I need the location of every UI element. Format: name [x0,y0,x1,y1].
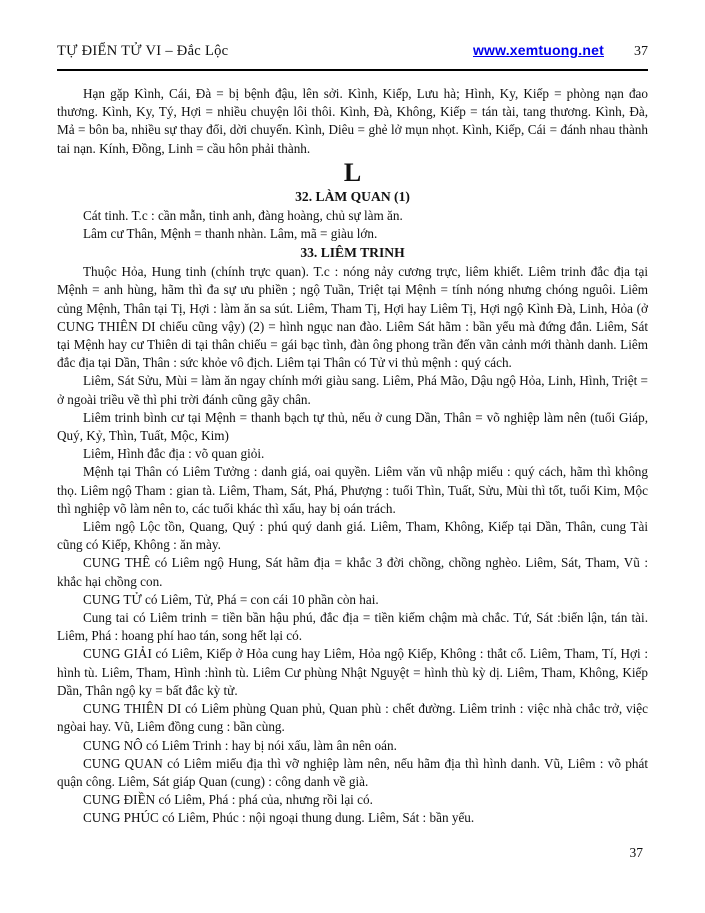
section-33-paragraph: CUNG THÊ có Liêm ngộ Hung, Sát hãm địa = khắc 3 đời chồng, chồng nghèo. Liêm, Sát, Tham, Vũ : khắc hại chồng con. [57,555,648,589]
page-body [57,71,648,828]
section-33-paragraph: CUNG QUAN có Liêm miếu địa thì vỡ nghiệp làm nên, nếu hãm địa thì hình danh. Vũ, Liêm : võ phát quận công. Liêm, Sát giáp Quan (cung) : công danh về già. [57,755,648,789]
header-title: TỰ ĐIỂN TỬ VI – Đắc Lộc [57,43,229,59]
header-website-link[interactable]: www.xemtuong.net [472,42,604,58]
section-33-paragraph: Liêm, Hình đắc địa : võ quan giỏi. [83,446,265,462]
section-33-paragraph: CUNG ĐIỀN có Liêm, Phá : phá của, nhưng rồi lại có. [83,792,373,808]
section-33-paragraph: Liêm ngộ Lộc tồn, Quang, Quý : phú quý danh giá. Liêm, Tham, Không, Kiếp tại Dần, Thân, cung Tài cũng có Kiếp, Không : ăn mày. [57,519,648,553]
page-header [57,0,648,60]
section-33-paragraph: CUNG NÔ có Liêm Trinh : hay bị nói xấu, làm ân nên oán. [83,737,397,753]
footer-page-number: 37 [629,845,643,860]
section-33-paragraph: CUNG TỬ có Liêm, Tử, Phá = con cái 10 phần còn hai. [83,591,379,607]
section-33-paragraph: Liêm, Sát Sửu, Mùi = làm ăn ngay chính mới giàu sang. Liêm, Phá Mão, Dậu ngộ Hỏa, Linh, Hình, Triệt = ở ngoài triều về thì phi trời đánh cũng gãy chân. [57,373,648,407]
section-letter-heading: L [343,157,362,187]
section-33-paragraph: CUNG THIÊN DI có Liêm phùng Quan phủ, Quan phù : chết đường. Liêm trinh : việc nhà chắc trở, việc ngòai hay. Vũ, Liêm đồng cung : bần cùng. [57,701,648,735]
section-33-heading: 33. LIÊM TRINH [300,245,405,261]
section-32-paragraph: Lâm cư Thân, Mệnh = thanh nhàn. Lâm, mã = giàu lớn. [83,226,378,242]
section-33-paragraph: CUNG PHÚC có Liêm, Phúc : nội ngoại thung dung. Liêm, Sát : bần yểu. [83,810,475,826]
intro-paragraph: Hạn gặp Kình, Cái, Đà = bị bệnh đậu, lên sởi. Kình, Kiếp, Lưu hà; Hình, Ky, Kiếp = phòng nạn đao thương. Kình, Ky, Tý, Hợi = nhiều chuyện lôi thôi. Kình, Đà, Không, Kiếp = tán tài, tang thương. Kình, Đà, Mả = bôn ba, nhiều sự thay đổi, dời chuyển. Kình, Diêu = ghẻ lở mụn nhọt. Kình, Kiếp, Cái = đánh nhau thành tai nạn. Kính, Đồng, Linh = cầu hôn phải thành. [57,86,648,156]
header-page-number: 37 [634,44,648,59]
section-33-paragraph: Liêm trinh bình cư tại Mệnh = thanh bạch tự thủ, nếu ở cung Dần, Thân = võ nghiệp làm nên (tuổi Giáp, Quý, Kỷ, Thìn, Tuất, Mộc, Kim) [57,409,648,444]
section-33-paragraph: Thuộc Hỏa, Hung tinh (chính trực quan). T.c : nóng nảy cương trực, liêm khiết. Liêm trinh đắc địa tại Mệnh = anh hùng, hãm thì đa sự ưu phiền ; ngộ Tuần, Triệt tại Mệnh = tính nóng nhưng chóng nguôi. Liêm củng Mệnh, Thân tại Tị, Hợi : làm ăn sa sút. Liêm, Tham Tị, Hợi hay Liêm Tị, Hợi ngộ Kình Đà, Linh, Hỏa (ở CUNG THIÊN DI chiếu cũng vậy) (2) = hình ngục nan đào. Liêm Sát hãm : bần yểu mà đứng đắn. Liêm, Sát tại Mệnh hay cư Thiên di tại thân chiếu = gái bạc tình, đàn ông phong trần đến vãn cảnh mới thành danh. Liêm đắc địa tại Dần, Thân : sức khỏe vô địch. Liêm tại Thân có Tử vi thủ mệnh : quý cách. [57,264,648,371]
header-right-group [473,42,648,60]
section-33-paragraph: CUNG GIẢI có Liêm, Kiếp ở Hỏa cung hay Liêm, Hỏa ngộ Kiếp, Không : thắt cổ. Liêm, Tham, Tí, Hợi : hình tù. Liêm, Tham, Hình :hình tù. Liêm Cư phùng Nhật Nguyệt = hình thù kỳ dị. Liêm, Tham, Không, Kiếp Dần, Thân ngộ ky = bất đắc kỳ tử. [57,646,648,698]
section-32-paragraph: Cát tinh. T.c : cần mẫn, tinh anh, đàng hoàng, chủ sự làm ăn. [83,207,403,223]
section-33-paragraph: Cung tai có Liêm trinh = tiền bần hậu phú, đắc địa = tiền kiếm chậm mà chắc. Tứ, Sát :biển lận, tán tài. Liêm, Phá : hoang phí hao tán, song hết lại có. [57,610,648,644]
section-33-paragraph: Mệnh tại Thân có Liêm Tưởng : danh giá, oai quyền. Liêm văn vũ nhập miếu : quý cách, hãm thì không thọ. Liêm ngộ Tham : gian tà. Liêm, Tham, Sát, Phá, Phượng : tuổi Thìn, Tuất, Sửu, Mùi thì tốt, tuổi Kim, Mộc thì nghiệp võ làm nên to, các tuổi khác thì xấu, hay bị oán trách. [57,464,648,516]
section-32-heading: 32. LÀM QUAN (1) [295,188,410,204]
